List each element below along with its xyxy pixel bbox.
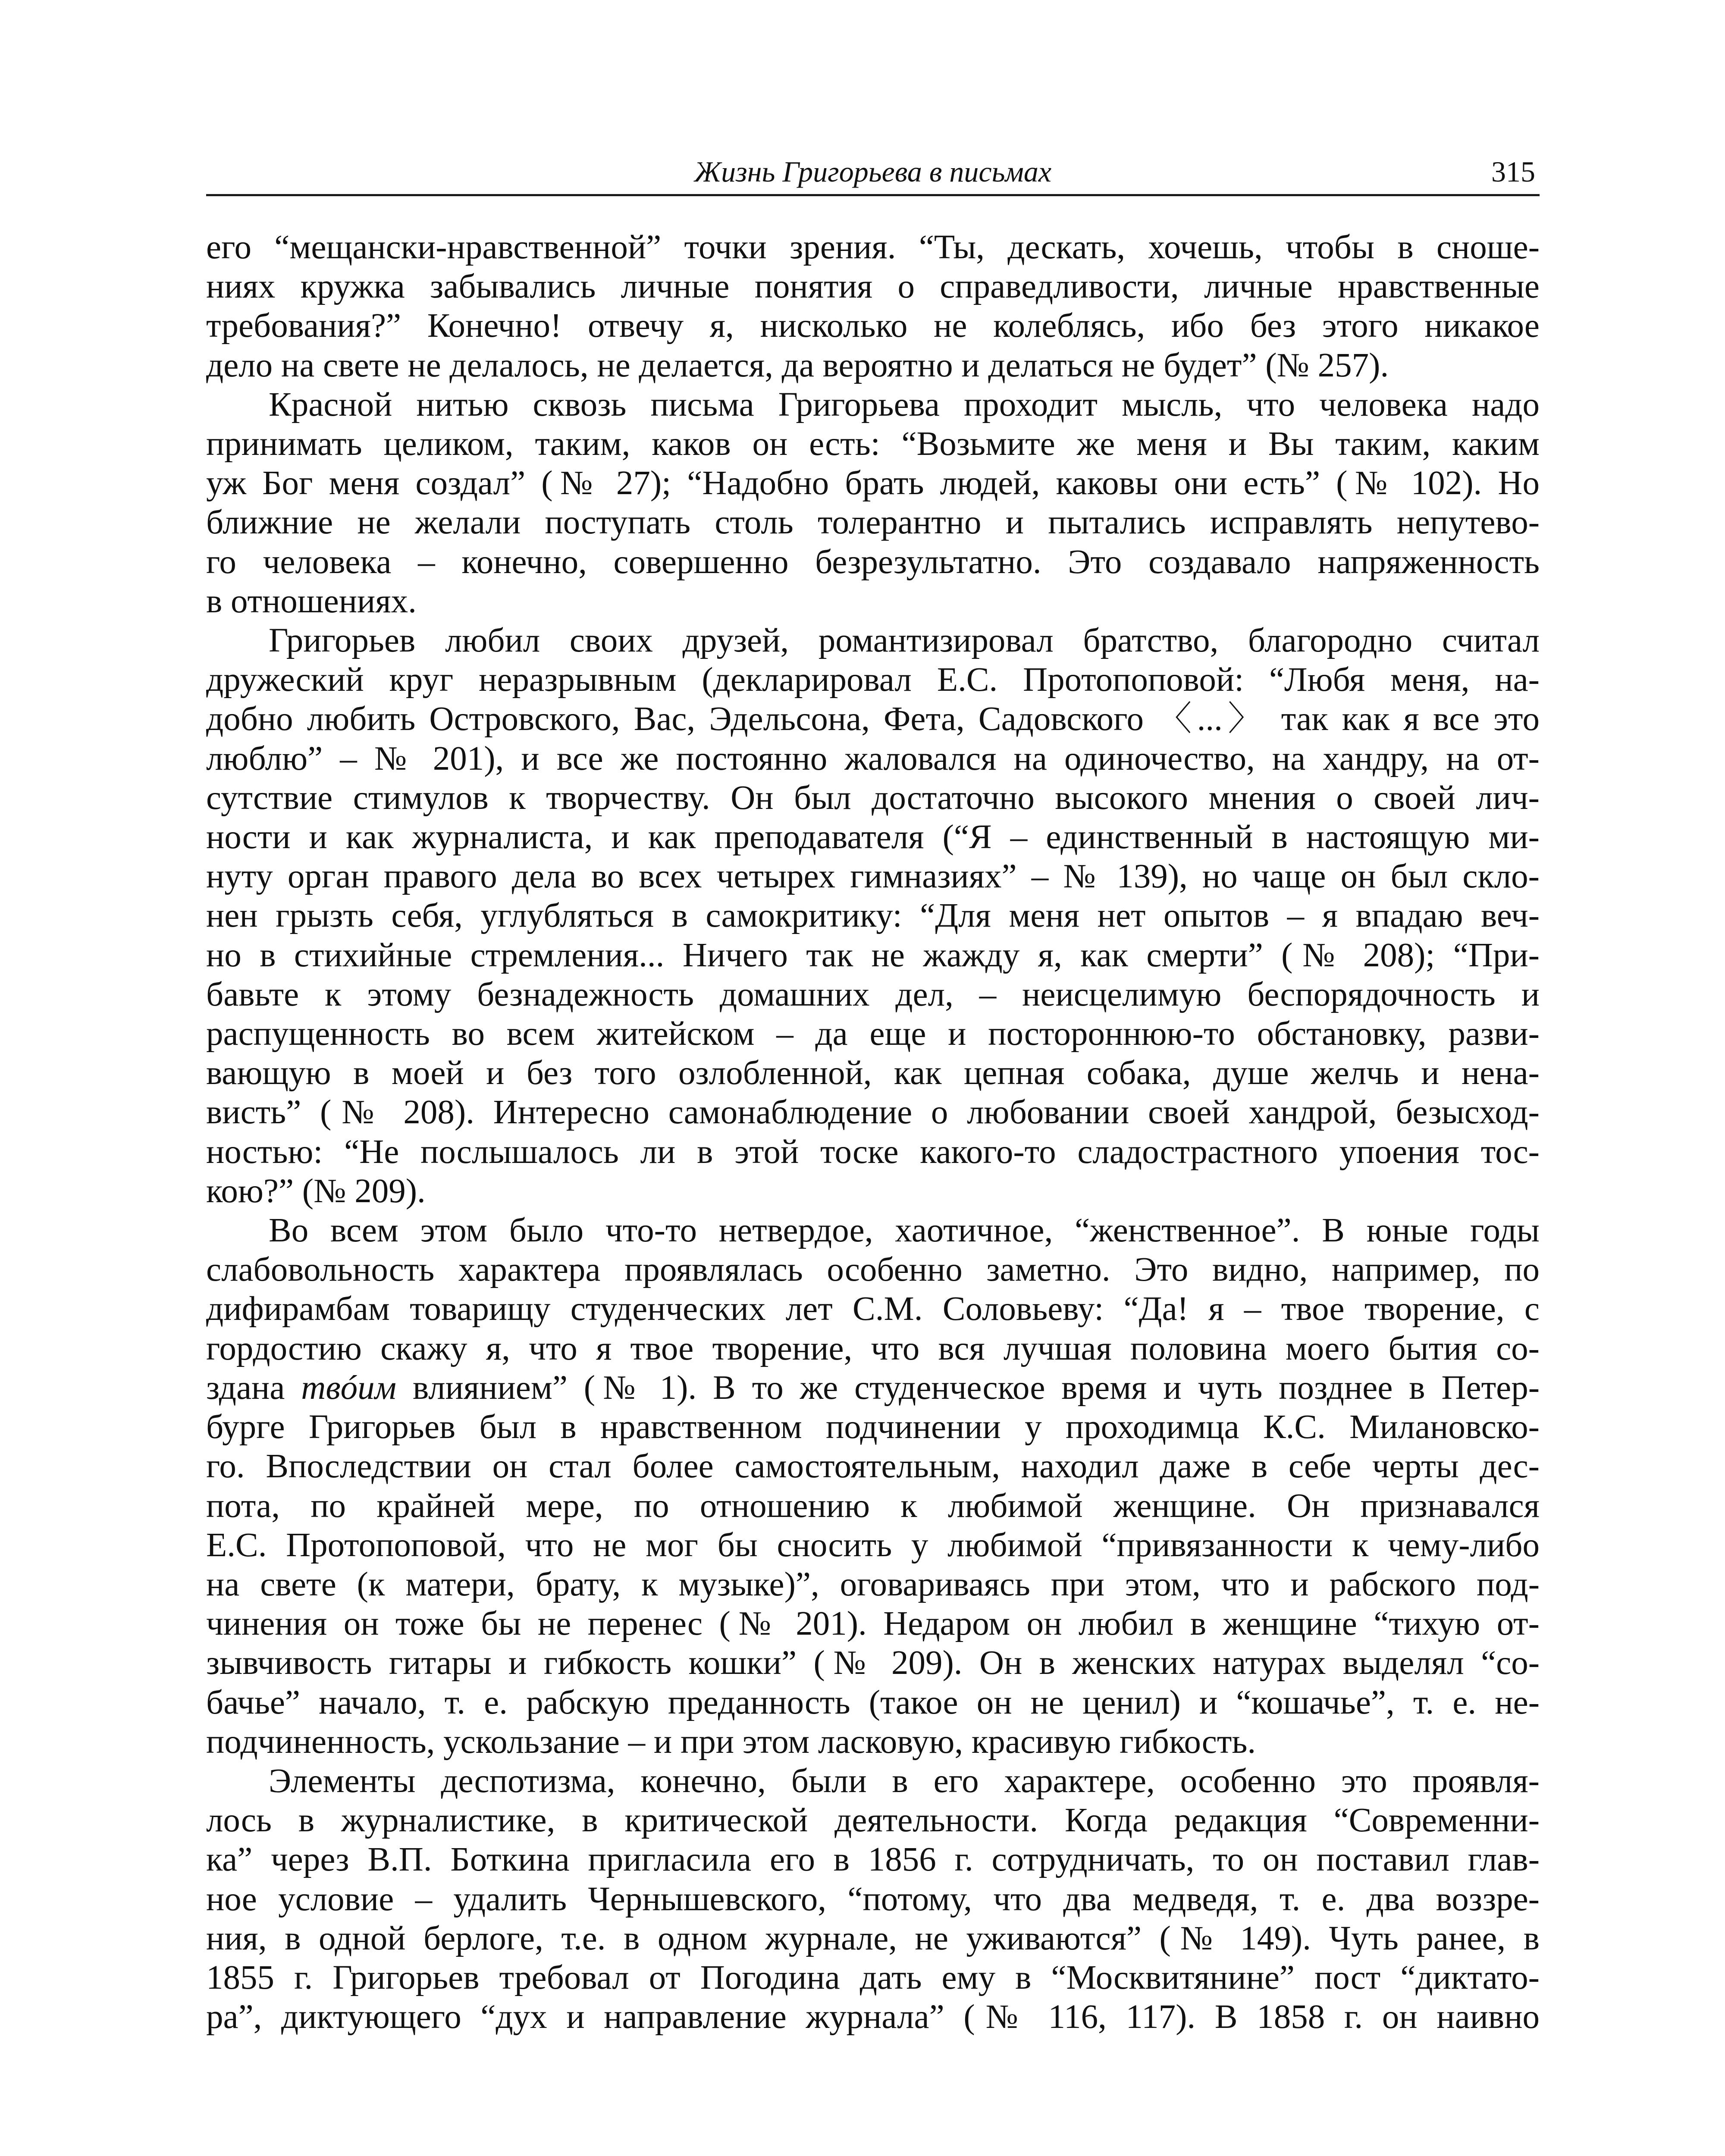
page-number: 315 [1491, 155, 1535, 188]
text-line: нуту орган правого дела во всех четырех гимназиях” – № 139), но чаще он был скло- [206, 858, 1540, 896]
text-line: но в стихийные стремления... Ничего так не жажду я, как смерти” (№ 208); “При- [206, 936, 1540, 974]
text-line: принимать целиком, таким, каков он есть: “Возьмите же меня и Вы таким, каким [206, 425, 1540, 463]
text-line: Е.С. Протопоповой, что не мог бы сносить у любимой “привязанности к чему-либо [206, 1526, 1540, 1564]
text-line: Во всем этом было что-то нетвердое, хаотичное, “женственное”. В юные годы [269, 1212, 1540, 1250]
text-line: ка” через В.П. Боткина пригласила его в 1856 г. сотрудничать, то он поставил глав- [206, 1841, 1540, 1879]
text-line: ниях кружка забывались личные понятия о справедливости, личные нравственные [206, 268, 1540, 306]
paragraph [206, 1211, 1540, 1761]
text-line: здана твóим влиянием” (№ 1). В то же студенческое время и чуть позднее в Петер- [206, 1369, 1540, 1407]
text-line: дифирамбам товарищу студенческих лет С.М. Соловьеву: “Да! я – твое творение, с [206, 1290, 1540, 1328]
paragraph [206, 385, 1540, 621]
text-line: Григорьев любил своих друзей, романтизировал братство, благородно считал [269, 622, 1540, 660]
text-line: ное условие – удалить Чернышевского, “потому, что два медведя, т. е. два воззре- [206, 1880, 1540, 1918]
emphasis: твóим [301, 1369, 397, 1407]
text-line: на свете (к матери, брату, к музыке)”, оговариваясь при этом, что и рабского под- [206, 1565, 1540, 1603]
text-line: чинения он тоже бы не перенес (№ 201). Недаром он любил в женщине “тихую от- [206, 1605, 1540, 1643]
text-line: подчиненность, ускользание – и при этом ласковую, красивую гибкость. [206, 1723, 1256, 1761]
text-line: лось в журналистике, в критической деятельности. Когда редакция “Современни- [206, 1802, 1540, 1839]
paragraph [206, 228, 1540, 385]
text-line: требования?” Конечно! отвечу я, нисколько не колеблясь, ибо без этого никакое [206, 307, 1540, 345]
text-line: пота, по крайней мере, по отношению к любимой женщине. Он признавался [206, 1487, 1540, 1525]
text-line: ра”, диктующего “дух и направление журнала” (№ 116, 117). В 1858 г. он наивно [206, 1998, 1540, 2036]
text-line: его “мещански-нравственной” точки зрения. “Ты, дескать, хочешь, чтобы в сноше- [206, 229, 1540, 266]
text-line: дружеский круг неразрывным (декларировал Е.С. Протопоповой: “Любя меня, на- [206, 661, 1540, 699]
text-line: кою?” (№ 209). [206, 1172, 426, 1210]
text-line: распущенность во всем житейском – да еще и постороннюю-то обстановку, разви- [206, 1015, 1540, 1053]
text-line: бурге Григорьев был в нравственном подчинении у проходимца К.С. Милановско- [206, 1408, 1540, 1446]
text-line: зывчивость гитары и гибкость кошки” (№ 209). Он в женских натурах выделял “со- [206, 1644, 1540, 1682]
text-line: сутствие стимулов к творчеству. Он был достаточно высокого мнения о своей лич- [206, 779, 1540, 817]
text-line: 1855 г. Григорьев требовал от Погодина дать ему в “Москвитянине” пост “диктато- [206, 1959, 1540, 1996]
text-line: бачье” начало, т. е. рабскую преданность (такое он не ценил) и “кошачье”, т. е. не- [206, 1683, 1540, 1721]
text-line: ности и как журналиста, и как преподавателя (“Я – единственный в настоящую ми- [206, 818, 1540, 856]
text-line: вающую в моей и без того озлобленной, как цепная собака, душе желчь и нена- [206, 1054, 1540, 1092]
body-text [206, 228, 1540, 2037]
running-header [206, 140, 1540, 196]
text-line: нен грызть себя, углубляться в самокритику: “Для меня нет опытов – я впадаю веч- [206, 897, 1540, 935]
text-line: добно любить Островского, Вас, Эдельсона, Фета, Садовского 〈...〉 так как я все это [206, 700, 1540, 738]
text-line: висть” (№ 208). Интересно самонаблюдение о любовании своей хандрой, безысход- [206, 1094, 1540, 1131]
text-line: бавьте к этому безнадежность домашних дел, – неисцелимую беспорядочность и [206, 975, 1540, 1013]
text-line: ностью: “Не послышалось ли в этой тоске какого-то сладострастного упоения тос- [206, 1133, 1540, 1171]
text-line: ближние не желали поступать столь толерантно и пытались исправлять непутево- [206, 504, 1540, 542]
text-line: Красной нитью сквозь письма Григорьева проходит мысль, что человека надо [269, 385, 1540, 423]
paragraph [206, 621, 1540, 1211]
text-line: го. Впоследствии он стал более самостоятельным, находил даже в себе черты дес- [206, 1448, 1540, 1485]
text-line: дело на свете не делалось, не делается, да вероятно и делаться не будет” (№ 257). [206, 346, 1389, 384]
text-line: Элементы деспотизма, конечно, были в его характере, особенно это проявля- [269, 1762, 1540, 1800]
running-title: Жизнь Григорьева в письмах [694, 155, 1052, 188]
paragraph [206, 1761, 1540, 2037]
text-line: в отношениях. [206, 582, 417, 620]
text-line: ния, в одной берлоге, т.е. в одном журнале, не уживаются” (№ 149). Чуть ранее, в [206, 1919, 1540, 1957]
text-line: слабовольность характера проявлялась особенно заметно. Это видно, например, по [206, 1251, 1540, 1289]
text-line: го человека – конечно, совершенно безрезультатно. Это создавало напряженность [206, 543, 1540, 581]
text-line: люблю” – № 201), и все же постоянно жаловался на одиночество, на хандру, на от- [206, 740, 1540, 777]
text-line: гордостию скажу я, что я твое творение, что вся лучшая половина моего бытия со- [206, 1329, 1540, 1367]
text-line: уж Бог меня создал” (№ 27); “Надобно брать людей, каковы они есть” (№ 102). Но [206, 464, 1540, 502]
